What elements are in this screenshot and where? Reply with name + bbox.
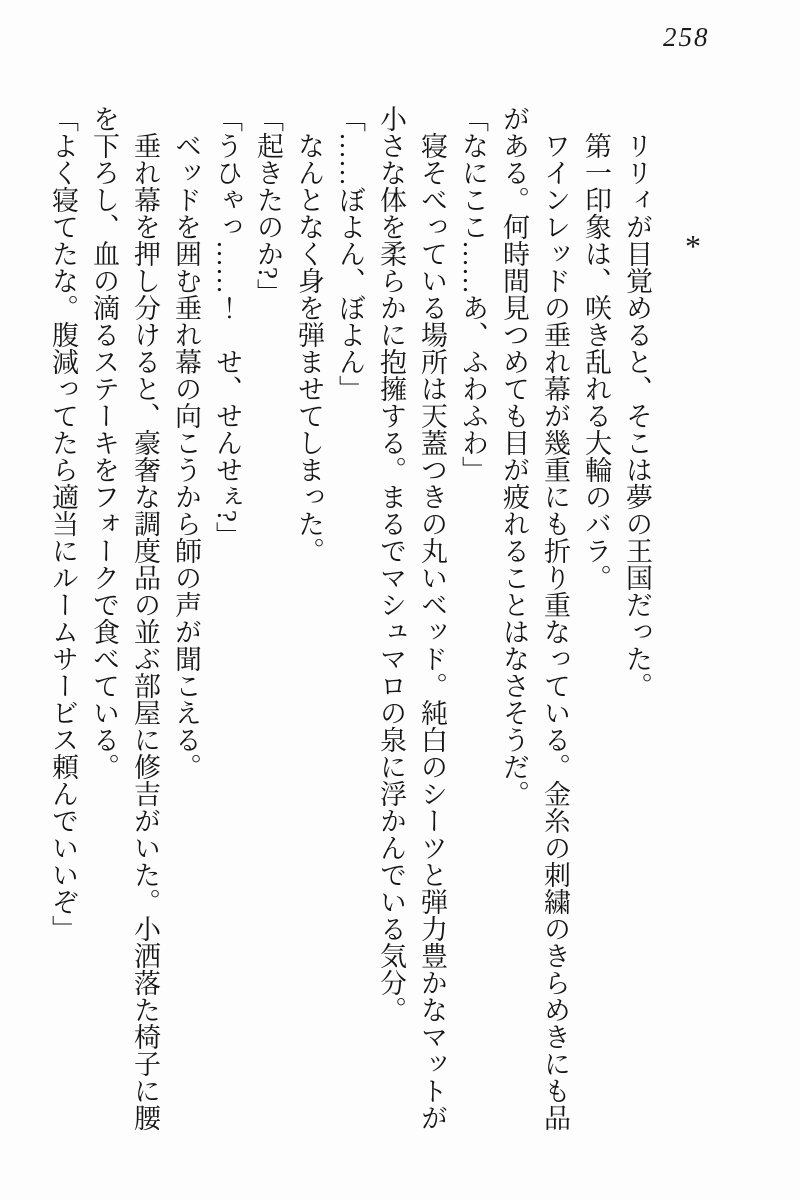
paragraph-dialogue: 「うひゃっ……！ せ、せんせぇ?」 xyxy=(212,105,242,549)
paragraph-dialogue: 「起きたのか?」 xyxy=(253,105,283,306)
paragraph-narration: リリィが目覚めると、そこは夢の王国だった。 xyxy=(622,105,652,699)
paragraph-narration: ベッドを囲む垂れ幕の向こうから師の声が聞こえる。 xyxy=(171,105,201,780)
paragraph-dialogue: 「なにここ……あ、ふわふわ」 xyxy=(458,105,488,483)
paragraph-narration: 垂れ幕を押し分けると、豪奢な調度品の並ぶ部屋に修吉がいた。小洒落た椅子に腰を下ろし、血の滴るステーキをフォークで食べている。 xyxy=(89,105,160,1131)
paragraph-narration: ワインレッドの垂れ幕が幾重にも折り重なっている。金糸の刺繍のきらめきにも品がある。何時間見つめても目が疲れることはなさそうだ。 xyxy=(499,105,570,1131)
paragraph-dialogue: 「……ぼよん、ぼよん」 xyxy=(335,105,365,402)
paragraph-narration: 第一印象は、咲き乱れる大輪のバラ。 xyxy=(581,105,611,591)
novel-text-block xyxy=(32,105,657,1145)
paragraph-narration: なんとなく身を弾ませてしまった。 xyxy=(294,105,324,564)
scene-separator-asterisk: * xyxy=(685,228,701,264)
paragraph-narration: 寝そべっている場所は天蓋つきの丸いベッド。純白のシーツと弾力豊かなマットが小さな体を柔らかに抱擁する。まるでマシュマロの泉に浮かんでいる気分。 xyxy=(376,105,447,1131)
page-number: 258 xyxy=(663,22,710,52)
paragraph-dialogue: 「よく寝てたな。腹減ってたら適当にルームサービス頼んでいいぞ」 xyxy=(48,105,78,942)
